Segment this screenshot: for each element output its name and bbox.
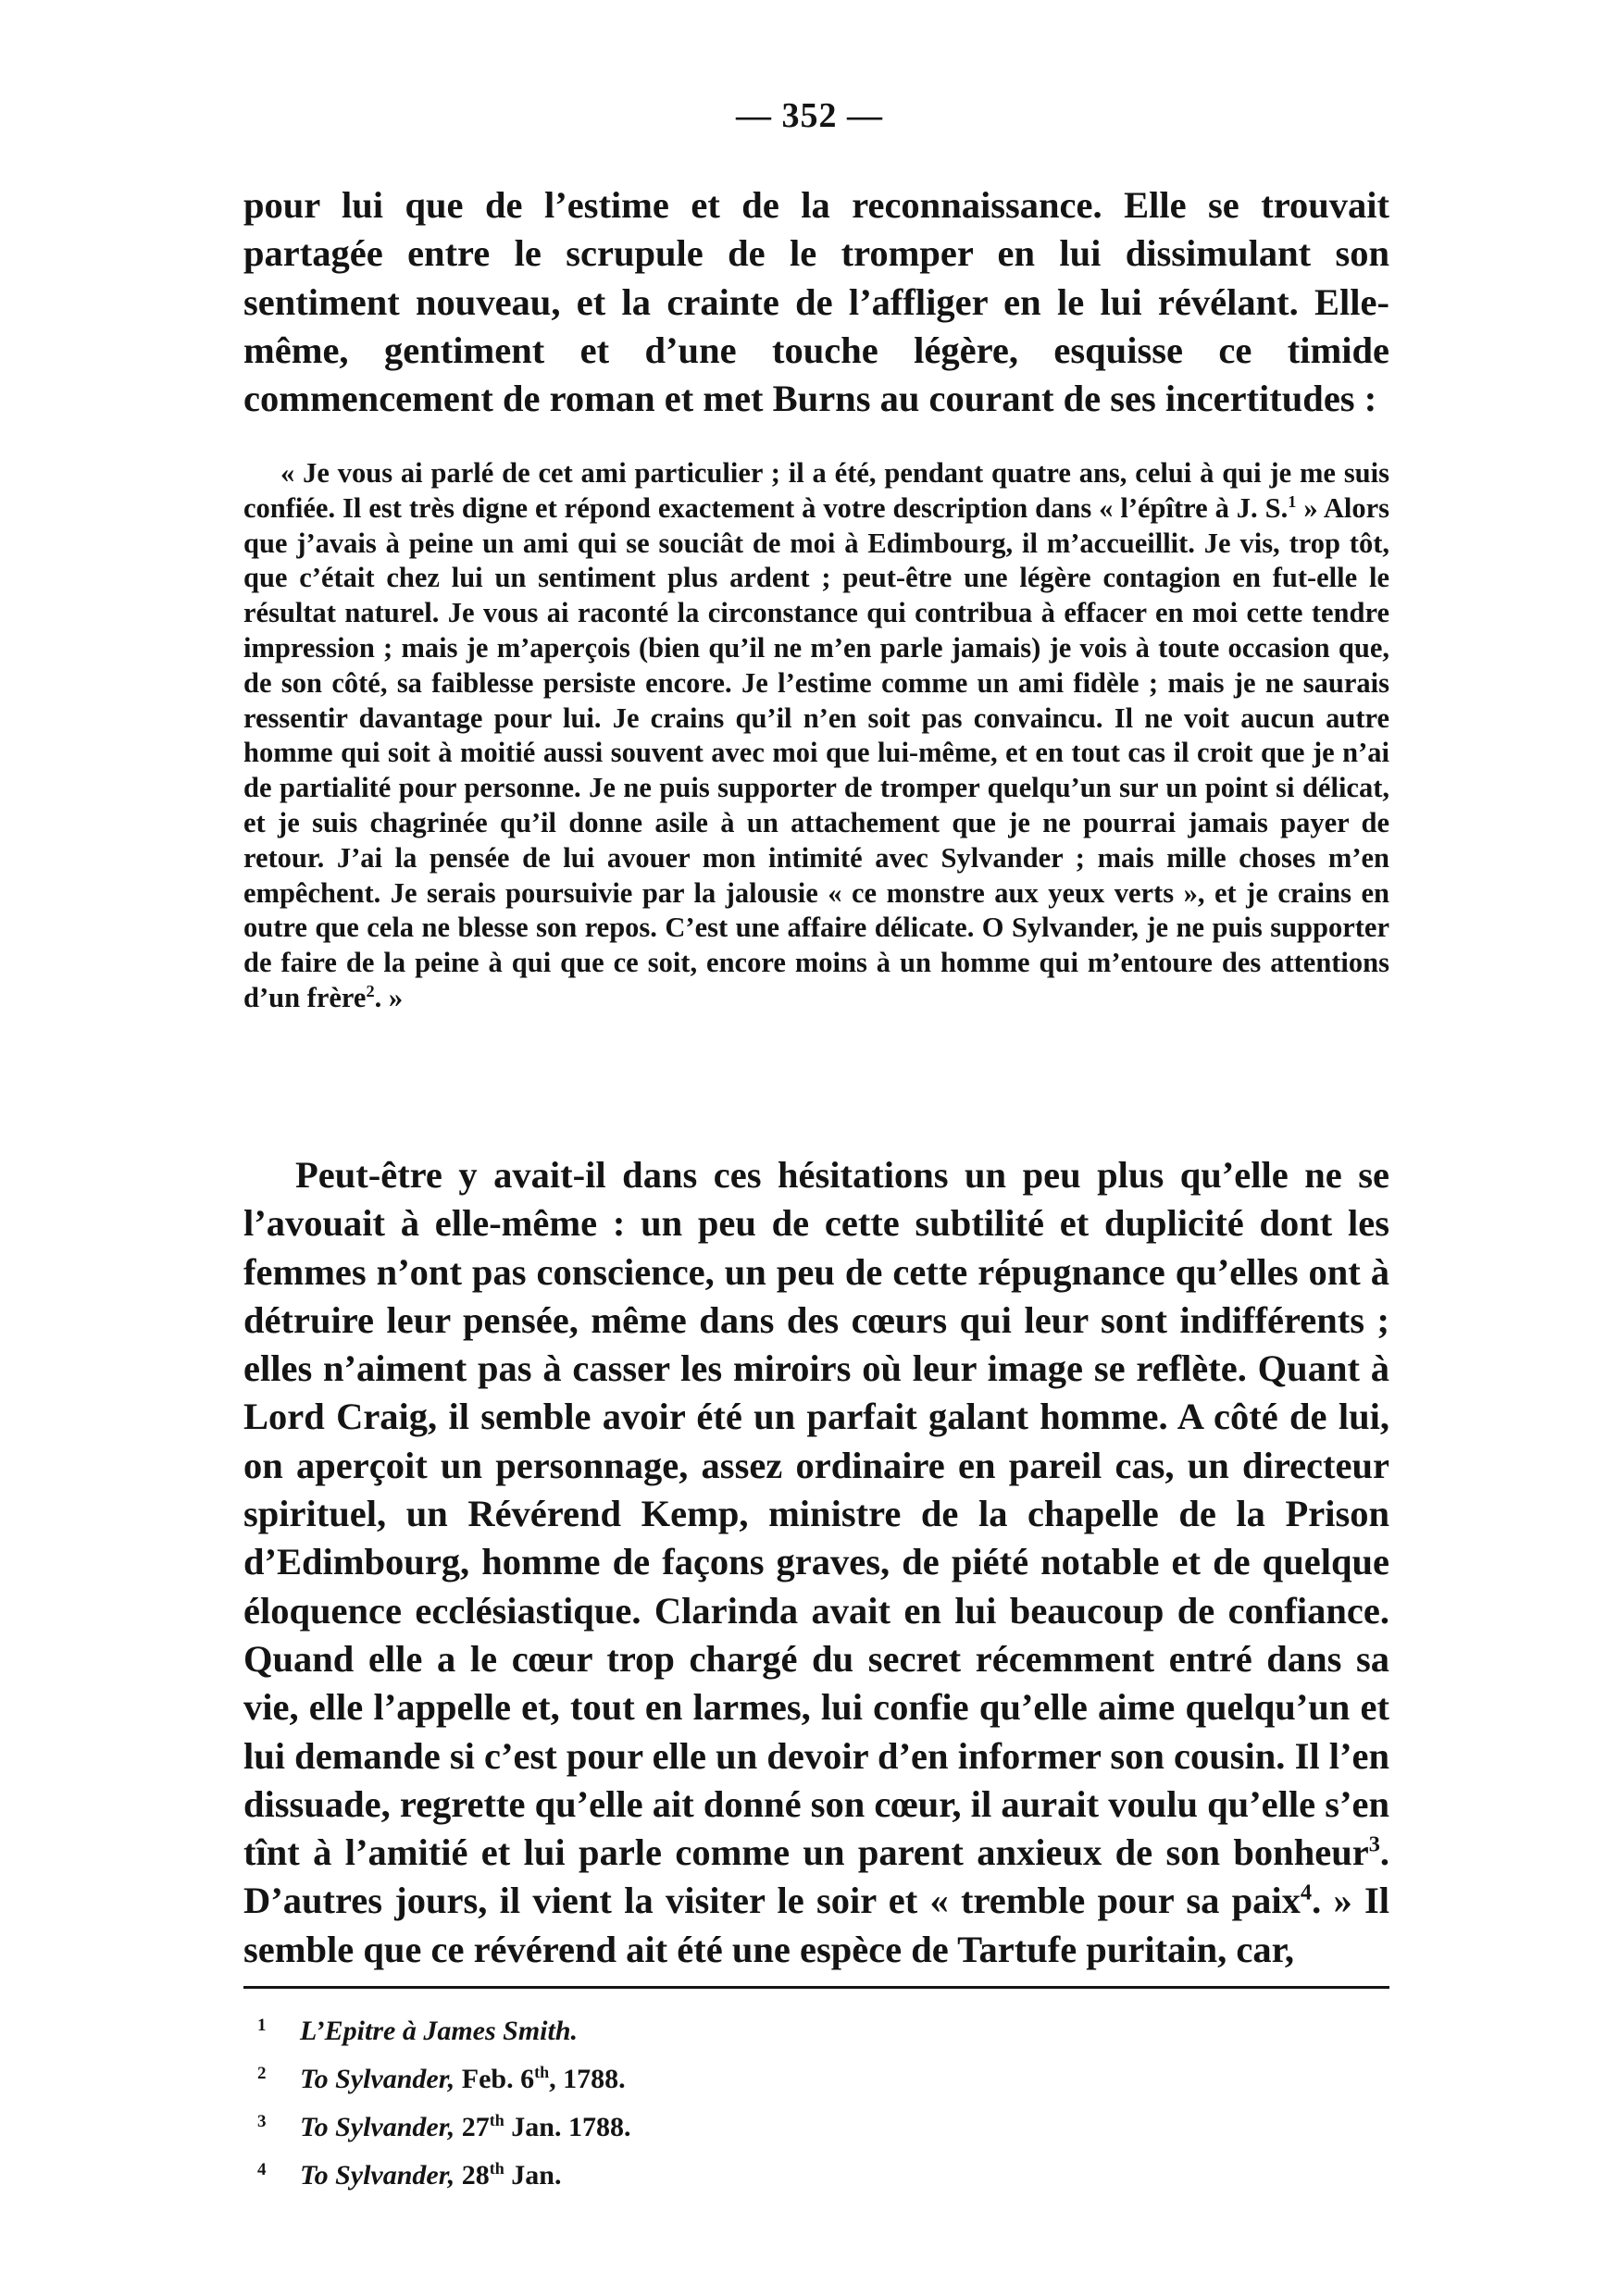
footnote-ordinal: th	[534, 2063, 550, 2082]
footnote-date: 27	[455, 2112, 490, 2142]
footnote-title: To Sylvander,	[300, 2064, 455, 2094]
footnote-2	[257, 2053, 1368, 2101]
footnote-title: L’Epitre à James Smith.	[300, 2016, 579, 2046]
letter-quote	[243, 456, 1389, 1016]
footnote-year: Jan. 1788.	[504, 2112, 631, 2142]
footnote-3	[257, 2101, 1368, 2149]
quote-text-2: » Alors que j’avais à peine un ami qui se souciât de moi à Edimbourg, il m’accueillit. Je vis, trop tôt, que c’était chez lui un sentiment plus ardent ; peut-être une légère contagion en fut-elle le résultat naturel. Je vous ai raconté la circonstance qui contribua à effacer en moi cette tendre impression ; mais je m’aperçois (bien qu’il ne m’en parle jamais) je vois à toute occasion que, de son côté, sa faiblesse persiste encore. Je l’estime comme un ami fidèle ; mais je ne saurais ressentir davantage pour lui. Je crains qu’il n’en soit pas convaincu. Il ne voit aucun autre homme qui soit à moitié aussi souvent avec moi que lui-même, et en tout cas il croit que je n’ai de partialité pour personne. Je ne puis supporter de tromper quelqu’un sur un point si délicat, et je suis chagrinée qu’il donne asile à un attachement que je ne pourrai jamais payer de retour. J’ai la pensée de lui avouer mon intimité avec Sylvander ; mais mille choses m’en empêchent. Je serais poursuivie par la jalousie « ce monstre aux yeux verts », et je crains en outre que cela ne blesse son repos. C’est une affaire délicate. O Sylvander, je ne puis supporter de faire de la peine à qui que ce soit, encore moins à un homme qui m’entoure des attentions d’un frère	[243, 491, 1389, 1013]
footnote-mark: 4	[257, 2160, 267, 2179]
paragraph-1: pour lui que de l’estime et de la reconnaissance. Elle se trouvait partagée entre le scrupule de le tromper en lui dissimulant son sentiment nouveau, et la crainte de l’affliger en le lui révélant. Elle-même, gentiment et d’une touche légère, esquisse ce timide commencement de roman et met Burns au courant de ses incertitudes :	[243, 184, 1389, 420]
quote-text-3: . »	[374, 981, 404, 1013]
quote-text-1: « Je vous ai parlé de cet ami particulier ; il a été, pendant quatre ans, celui à qui je me suis confiée. Il est très digne et répond exactement à votre description dans « l’épître à J. S.	[243, 457, 1389, 524]
footnote-year: , 1788.	[549, 2064, 626, 2094]
footnote-year: Jan.	[504, 2160, 562, 2191]
footnote-date: Feb. 6	[455, 2064, 535, 2094]
footnote-mark: 2	[257, 2064, 267, 2083]
footnote-4	[257, 2149, 1368, 2197]
footnote-ordinal: th	[489, 2159, 504, 2178]
footnote-title: To Sylvander,	[300, 2160, 455, 2191]
footnote-ordinal: th	[489, 2111, 504, 2130]
footnote-mark: 1	[257, 2016, 267, 2035]
footnote-ref-4: 4	[1300, 1880, 1313, 1905]
footnote-ref-2: 2	[366, 981, 375, 1000]
footnote-1	[257, 2004, 1368, 2053]
footnote-mark: 3	[257, 2112, 267, 2131]
paragraph-2-text-3: . » Il semble que ce révérend ait été une espèce de Tartufe puritain, car,	[243, 1880, 1390, 1970]
page-number: — 352 —	[736, 96, 883, 135]
footnote-date: 28	[455, 2160, 490, 2191]
paragraph-2	[243, 1151, 1389, 1974]
footnote-title: To Sylvander,	[300, 2112, 455, 2142]
footnotes	[257, 2004, 1368, 2197]
footnote-ref-1: 1	[1288, 491, 1297, 511]
paragraph-2-text-1: Peut-être y avait-il dans ces hésitations un peu plus qu’elle ne se l’avouait à elle-même : un peu de cette subtilité et duplicité dont les femmes n’ont pas conscience, un peu de cette répugnance qu’elles ont à détruire leur pensée, même dans des cœurs qui leur sont indifférents ; elles n’aiment pas à casser les miroirs où leur image se reflète. Quant à Lord Craig, il semble avoir été un parfait galant homme. A côté de lui, on aperçoit un personnage, assez ordinaire en pareil cas, un directeur spirituel, un Révérend Kemp, ministre de la chapelle de la Prison d’Edimbourg, homme de façons graves, de piété notable et de quelque éloquence ecclésiastique. Clarinda avait en lui beaucoup de confiance. Quand elle a le cœur trop chargé du secret récemment entré dans sa vie, elle l’appelle et, tout en larmes, lui confie qu’elle aime quelqu’un et lui demande si c’est pour elle un devoir d’en informer son cousin. Il l’en dissuade, regrette qu’elle ait donné son cœur, il aurait voulu qu’elle s’en tînt à l’amitié et lui parle comme un parent anxieux de son bonheur	[243, 1154, 1389, 1874]
footnote-ref-3: 3	[1368, 1831, 1380, 1857]
paragraph-2-text-2: . D’autres jours, il vient la visiter le soir et « tremble pour sa paix	[243, 1831, 1389, 1922]
footnote-divider	[243, 1986, 1389, 1989]
